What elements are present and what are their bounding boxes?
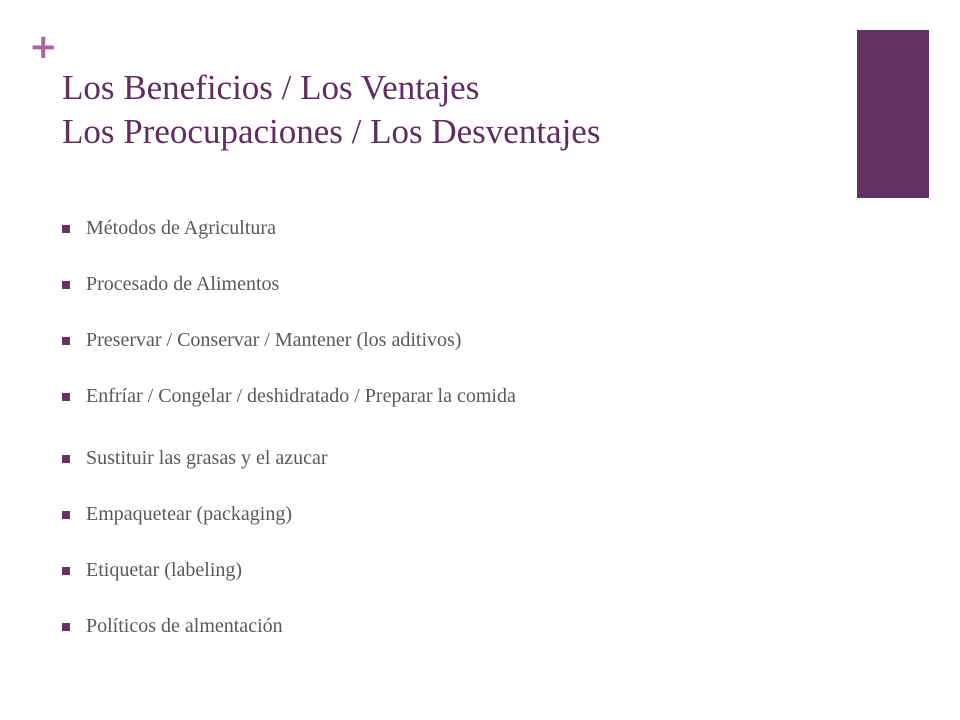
list-item bbox=[62, 609, 516, 665]
slide-title bbox=[62, 66, 600, 154]
bullet-text: Etiquetar (labeling) bbox=[86, 559, 243, 581]
square-bullet-icon bbox=[62, 225, 70, 233]
title-line-2: Los Preocupaciones / Los Desventajes bbox=[62, 112, 601, 151]
bullet-text: Sustituir las grasas y el azucar bbox=[86, 447, 328, 469]
bullet-text: Empaquetear (packaging) bbox=[86, 503, 293, 525]
list-item bbox=[62, 441, 516, 497]
bullet-text: Procesado de Alimentos bbox=[86, 273, 280, 295]
bullet-text: Métodos de Agricultura bbox=[86, 217, 276, 239]
list-item bbox=[62, 323, 516, 379]
square-bullet-icon bbox=[62, 567, 70, 575]
title-line-1: Los Beneficios / Los Ventajes bbox=[62, 68, 480, 107]
list-item bbox=[62, 267, 516, 323]
list-item bbox=[62, 497, 516, 553]
bullet-list bbox=[62, 211, 516, 665]
bullet-text: Preservar / Conservar / Mantener (los aditivos) bbox=[86, 329, 462, 351]
plus-icon: + bbox=[29, 27, 58, 67]
square-bullet-icon bbox=[62, 393, 70, 401]
square-bullet-icon bbox=[62, 623, 70, 631]
square-bullet-icon bbox=[62, 337, 70, 345]
corner-accent-bar bbox=[857, 30, 929, 198]
list-item bbox=[62, 211, 516, 267]
square-bullet-icon bbox=[62, 455, 70, 463]
list-item bbox=[62, 553, 516, 609]
square-bullet-icon bbox=[62, 511, 70, 519]
list-item bbox=[62, 379, 516, 441]
square-bullet-icon bbox=[62, 281, 70, 289]
bullet-text: Enfríar / Congelar / deshidratado / Preparar la comida bbox=[86, 385, 516, 407]
bullet-text: Políticos de almentación bbox=[86, 615, 283, 637]
